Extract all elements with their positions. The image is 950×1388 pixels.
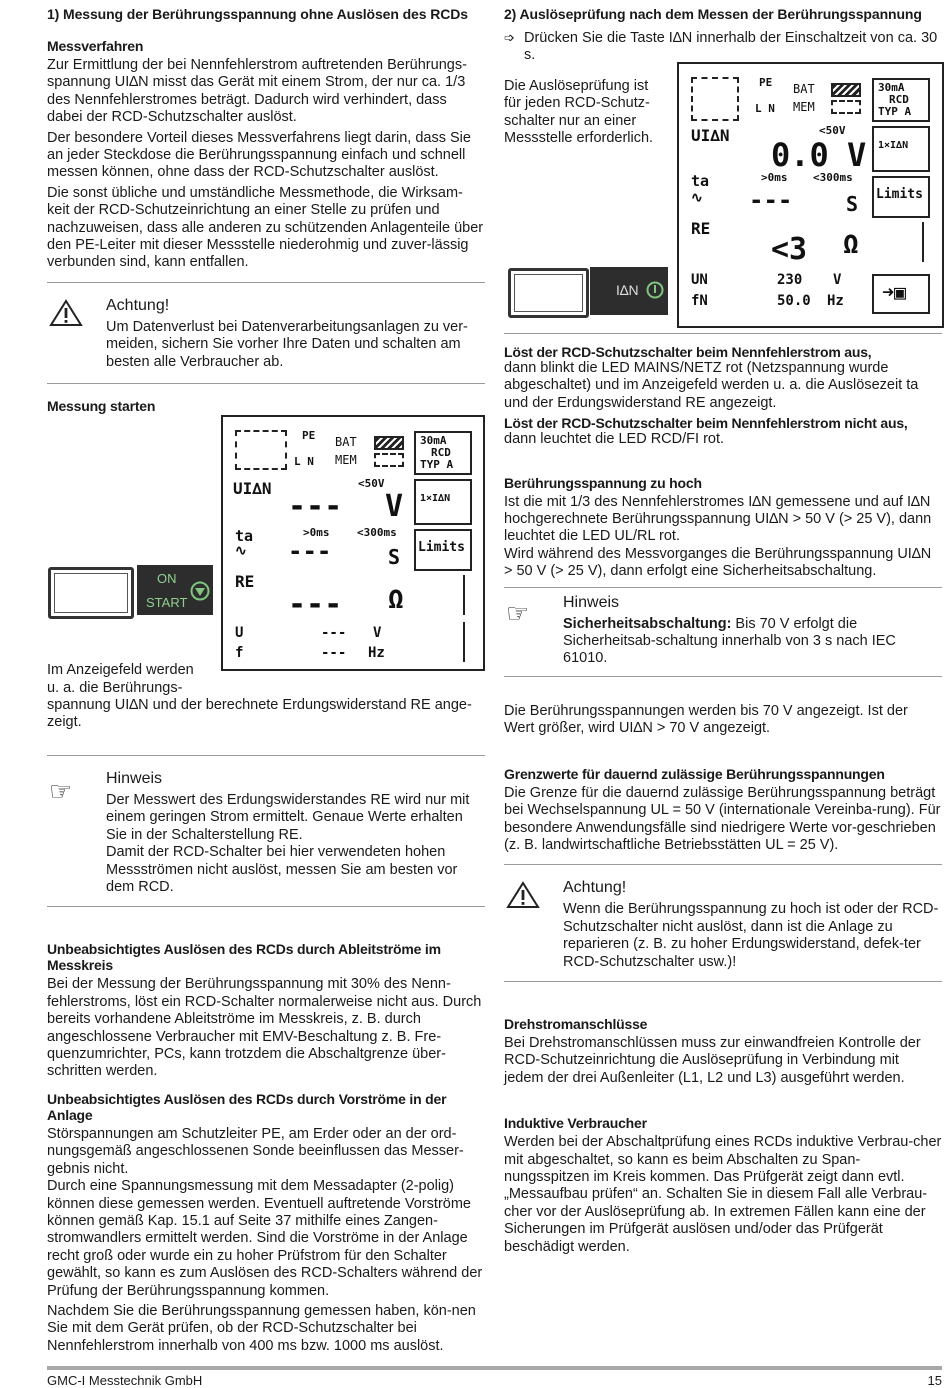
mode-box [414, 431, 472, 475]
ta-limit-high: <300ms [357, 526, 397, 539]
mode-current: 30mA [420, 434, 447, 447]
lcd-display-2 [677, 62, 944, 328]
re-value: <3 [771, 232, 808, 267]
grenz-text: Die Grenze für die dauernd zulässige Berührungsspannung beträgt bei Wechselspannung UL = 50 V (internationale Vereinba-rung). Für besondere Anwendungsfälle sind niedrigere Werte vor-geschrieben (z. B. landwirtschaftliche Betriebsstätten UL = 25 V). [504, 784, 941, 853]
loest-aus-heading: Löst der RCD-Schutzschalter beim Nennfehlerstrom aus, [504, 344, 872, 360]
hint-title: Hinweis [106, 770, 163, 787]
instruction-row [504, 30, 942, 65]
pe-label: PE [759, 76, 773, 89]
hint-text-1: Der Messwert des Erdungswiderstandes RE wird nur mit einem geringen Strom ermittelt. Genaue Werte erhalten Sie in der Schalterstellung RE. [106, 792, 470, 843]
section-title-1: 1) Messung der Berührungsspannung ohne Auslösen des RCDs [47, 6, 468, 22]
heading-vorstroeme: Unbeabsichtigtes Auslösen des RCDs durch Vorströme in der Anlage [47, 1090, 447, 1123]
heading-grenzwerte: Grenzwerte für dauernd zulässige Berührungsspannungen [504, 765, 885, 782]
footer-page-number: 15 [927, 1373, 942, 1388]
ian-label: I∆N [616, 282, 639, 298]
ta-limit-high: <300ms [813, 171, 853, 184]
heading-drehstrom: Drehstromanschlüsse [504, 1015, 648, 1032]
limits-box [872, 176, 930, 218]
heading-messverfahren: Messverfahren [47, 38, 144, 54]
battery-icon [374, 436, 404, 450]
warning-text: Um Datenverlust bei Datenverarbeitungsanlagen zu ver-meiden, sichern Sie vorher Ihre Daten und schalten am besten alle Verbraucher ab. [106, 318, 468, 370]
divider [504, 676, 942, 677]
warning-text: Wenn die Berührungsspannung zu hoch ist oder der RCD-Schutzschalter nicht auslöst, dann ist die Anlage zu reparieren (z. B. zu hoher Erdungswiderstand, defek-ter RCD-Schutzschalter usw.)! [563, 901, 939, 970]
divider [47, 282, 485, 283]
person-icon-box [691, 77, 739, 121]
uin-label: UI∆N [691, 126, 730, 145]
vorstrom-text-2: Durch eine Spannungsmessung mit dem Messadapter (2-polig) können diese gemessen werden. Eventuell auftretende Vorströme können gemäß Kap. 15.1 auf Seite 37 mithilfe eines Zangen-stromwandlers ermittelt werden. Sind die Vorströme in der Anlage recht groß oder wurde ein zu hoher Prüfstrom für den Schalter gewählt, so kann es zum Auslösen des RCD-Schalters während der Prüfung der Berührungsspannung kommen. [47, 1178, 483, 1299]
on-start-button[interactable] [137, 565, 213, 615]
bat-label: BAT [793, 82, 815, 96]
divider [504, 981, 942, 982]
induktiv-text: Werden bei der Abschaltprüfung eines RCDs induktive Verbrau-cher mit abgeschaltet, so kann es beim Abschalten zu Span-nungsspitzen im Kreis kommen. Das Prüfgerät zeigt dann evtl. „Messaufbau prüfen“ an. Schalten Sie in diesem Fall alle Verbrau-cher vor der Auslöseprüfung ab. In extremen Fällen kann eine der Sicherungen im Prüfgerät auslösen und/oder das Prüfgerät beschädigt werden. [504, 1134, 942, 1255]
lcd-display-1 [221, 415, 485, 671]
bracket-right-1 [463, 575, 471, 615]
loest-aus-text: dann blinkt die LED MAINS/NETZ rot (Netzspannung wurde abgeschaltet) und im Anzeigefeld werden u. a. die Auslösezeit ta und der Erdungswiderstand RE angezeigt. [504, 360, 919, 411]
heading-ableitstroeme: Unbeabsichtigtes Auslösen des RCDs durch Ableitströme im Messkreis [47, 941, 441, 974]
ableit-text: Bei der Messung der Berührungsspannung mit 30% des Nenn-fehlerstroms, löst ein RCD-Schalter normalerweise nicht aus. Durch bereits vorhandene Ableitströme im Messkreis, z. B. durch angeschlossene Verbraucher mit EMV-Beschaltung z. B. Fre-quenzumrichter, PCs, kann trotzdem die Abschaltgrenze über-schritten werden. [47, 976, 482, 1080]
bis70-text: Die Berührungsspannungen werden bis 70 V angezeigt. Ist der Wert größer, wird UI∆N > 70 V angezeigt. [504, 702, 908, 737]
u-unit: V [373, 625, 382, 641]
limits-box [414, 529, 472, 571]
save-icon: ➜▣ [882, 280, 907, 304]
right-column [504, 6, 942, 68]
f-label: f [235, 645, 244, 661]
heading-induktiv: Induktive Verbraucher [504, 1115, 647, 1132]
uin-unit: V [385, 489, 404, 524]
re-unit: Ω [843, 230, 859, 260]
uin-value: --- [288, 489, 343, 524]
mode-rcd-type: TYP A [420, 458, 454, 471]
pointing-hand-icon: ☞ [506, 597, 530, 628]
re-label: RE [691, 219, 711, 238]
heading-zu-hoch: Berührungsspannung zu hoch [504, 474, 702, 491]
ta-label: ta [235, 527, 254, 545]
divider [47, 383, 485, 384]
u-label: U [235, 625, 244, 641]
ta-label: ta [691, 172, 710, 190]
loest-nicht-heading: Löst der RCD-Schutzschalter beim Nennfehlerstrom nicht aus, [504, 415, 908, 432]
ta-limit-low: >0ms [761, 171, 788, 184]
warning-note-1 [47, 297, 485, 371]
warning-title: Achtung! [563, 879, 627, 897]
vorstrom-text-1: Störspannungen am Schutzleiter PE, am Erder oder an der ord-nungsgemäß angeschlossenen Sonde beeinflussen das Messer-gebnis nicht. [47, 1125, 464, 1177]
arrow-right-icon: ➩ [504, 30, 515, 45]
ta-value: --- [288, 537, 332, 565]
messverfahren-p2: Der besondere Vorteil dieses Messverfahrens liegt darin, dass Sie an jeder Steckdose die Berührungsspannung einfach und schnell messen können, ohne dass der RCD-Schutzschalter auslöst. [47, 129, 471, 181]
un-label: UN [691, 272, 708, 288]
divider [504, 864, 942, 865]
f-unit: Hz [368, 645, 385, 661]
play-triangle-icon [190, 581, 210, 601]
multiplier-label: 1×I∆N [420, 493, 451, 504]
on-label: ON [157, 571, 177, 586]
zu-hoch-text-1: Ist die mit 1/3 des Nennfehlerstromes I∆N gemessene und auf I∆N hochgerechnete Berührungsspannung UI∆N > 50 V (> 25 V), dann leuchtet die LED UL/RL rot. [504, 493, 932, 545]
un-value: 230 [777, 272, 803, 288]
left-lower [47, 755, 485, 1358]
messverfahren-p3: Die sonst übliche und umständliche Messmethode, die Wirksam-keit der RCD-Schutzeinrichtung an einer Stelle zu prüfen und nachzuweisen, dass alle anderen zu schützenden Anlagenteile über den PE-Leiter mit dieser Messstelle niederohmig und zuver-lässig verbunden sind, kann entfallen. [47, 184, 484, 271]
mem-label: MEM [793, 100, 815, 114]
ln-label: L N [294, 455, 314, 468]
hint-bold: Sicherheitsabschaltung: [563, 615, 732, 632]
loest-nicht-text: dann leuchtet die LED RCD/FI rot. [504, 431, 725, 448]
hint-note-2 [504, 594, 942, 668]
anzeige-text-c: spannung UI∆N und der berechnete Erdungswiderstand RE ange-zeigt. [47, 697, 472, 731]
ta-unit: S [846, 192, 859, 216]
device-ian-button-frame[interactable] [508, 268, 589, 318]
warning-triangle-icon [49, 299, 83, 332]
divider [47, 755, 485, 756]
warning-note-2 [504, 879, 942, 971]
battery-icon [831, 83, 861, 97]
bat-label: BAT [335, 435, 357, 449]
un-unit: V [833, 272, 842, 288]
fn-value: 50.0 [777, 293, 811, 309]
save-box [872, 274, 930, 314]
hint-rest: Bis 70 V erfolgt die Sicherheitsab-schaltung innerhalb von 3 s nach IEC 61010. [563, 615, 896, 667]
re-value: --- [288, 587, 343, 622]
anzeige-text-a: Im Anzeigefeld werden [47, 662, 194, 678]
mode-box [872, 78, 930, 122]
heading-messung-starten: Messung starten [47, 398, 156, 415]
bracket-right-2 [463, 622, 471, 662]
divider [504, 333, 942, 334]
vorstrom-text-3: Nachdem Sie die Berührungsspannung gemessen haben, kön-nen Sie mit dem Gerät prüfen, ob der RCD-Schutzschalter bei Nennfehlerstrom innerhalb von 400 ms bzw. 1000 ms auslöst. [47, 1302, 476, 1354]
multiplier-box [414, 479, 472, 525]
right-lower [504, 333, 942, 1259]
ta-limit-low: >0ms [303, 526, 330, 539]
anzeige-text-b: u. a. die Berührungs- [47, 680, 183, 696]
memory-icon [831, 100, 861, 114]
multiplier-label: 1×I∆N [878, 140, 909, 151]
hint-note-1 [47, 770, 485, 896]
mode-type: RCD [889, 93, 909, 106]
page-footer [47, 1366, 942, 1388]
footer-company: GMC-I Messtechnik GmbH [47, 1373, 203, 1388]
zu-hoch-text-2: Wird während des Messvorganges die Berührungsspannung UI∆N > 50 V (> 25 V), dann erfolgt eine Sicherheitsabschaltung. [504, 545, 932, 580]
limits-label: Limits [418, 540, 465, 555]
ta-unit: S [388, 545, 401, 569]
warning-triangle-icon [506, 881, 540, 914]
uin-unit: V [847, 136, 867, 174]
multiplier-box [872, 126, 930, 172]
divider [47, 906, 485, 907]
start-label: START [146, 595, 188, 610]
re-label: RE [235, 572, 255, 591]
ac-symbol: ∿ [691, 190, 703, 206]
bracket-right [922, 222, 930, 262]
memory-icon [374, 453, 404, 467]
uin-limit: <50V [358, 477, 385, 490]
uin-limit: <50V [819, 124, 846, 137]
ln-label: L N [755, 102, 775, 115]
f-value: --- [321, 645, 347, 661]
uin-value: 0.0 [771, 136, 829, 174]
mode-type: RCD [431, 446, 451, 459]
left-column [47, 6, 485, 417]
device-start-button-frame[interactable] [48, 567, 134, 619]
u-value: --- [321, 625, 347, 641]
uin-label: UI∆N [233, 479, 272, 498]
plug-icon-box [235, 430, 287, 470]
warning-title: Achtung! [106, 296, 170, 314]
instruction-text: Drücken Sie die Taste I∆N innerhalb der Einschaltzeit von ca. 30 s. [524, 30, 938, 64]
section-title-2: 2) Auslöseprüfung nach dem Messen der Berührungsspannung [504, 6, 922, 22]
hint-title: Hinweis [563, 593, 620, 611]
divider [504, 587, 942, 588]
fn-unit: Hz [827, 293, 844, 309]
fn-label: fN [691, 293, 708, 309]
drehstrom-text: Bei Drehstromanschlüssen muss zur einwandfreien Kontrolle der RCD-Schutzeinrichtung die Auslöseprüfung in Verbindung mit jedem der drei Außenleiter (L1, L2 und L3) ausgeführt werden. [504, 1034, 921, 1086]
pointing-hand-icon: ☞ [49, 776, 73, 806]
ian-button[interactable] [590, 267, 668, 315]
mem-label: MEM [335, 453, 357, 467]
mode-rcd-type: TYP A [878, 105, 912, 118]
limits-label: Limits [876, 187, 923, 202]
power-icon [646, 281, 664, 299]
hint-text-2: Damit der RCD-Schalter bei hier verwendeten hohen Messströmen nicht auslöst, messen Sie am besten vor dem RCD. [106, 844, 458, 896]
messverfahren-p1: Zur Ermittlung der bei Nennfehlerstrom auftretenden Berührungs-spannung UI∆N misst das Gerät mit einem Strom, der nur ca. 1/3 des Nennfehlerstromes beträgt. Dadurch wird verhindert, dass dabei der RCD-Schutzschalter auslöst. [47, 57, 467, 126]
ta-value: --- [749, 186, 793, 214]
re-unit: Ω [388, 585, 404, 615]
ac-symbol: ∿ [235, 543, 247, 559]
mode-current: 30mA [878, 81, 905, 94]
intro-text: Die Auslöseprüfung ist für jeden RCD-Schutz-schalter nur an einer Messstelle erforderlich. [504, 78, 654, 147]
hint-text [563, 616, 942, 668]
pe-label: PE [302, 429, 316, 442]
